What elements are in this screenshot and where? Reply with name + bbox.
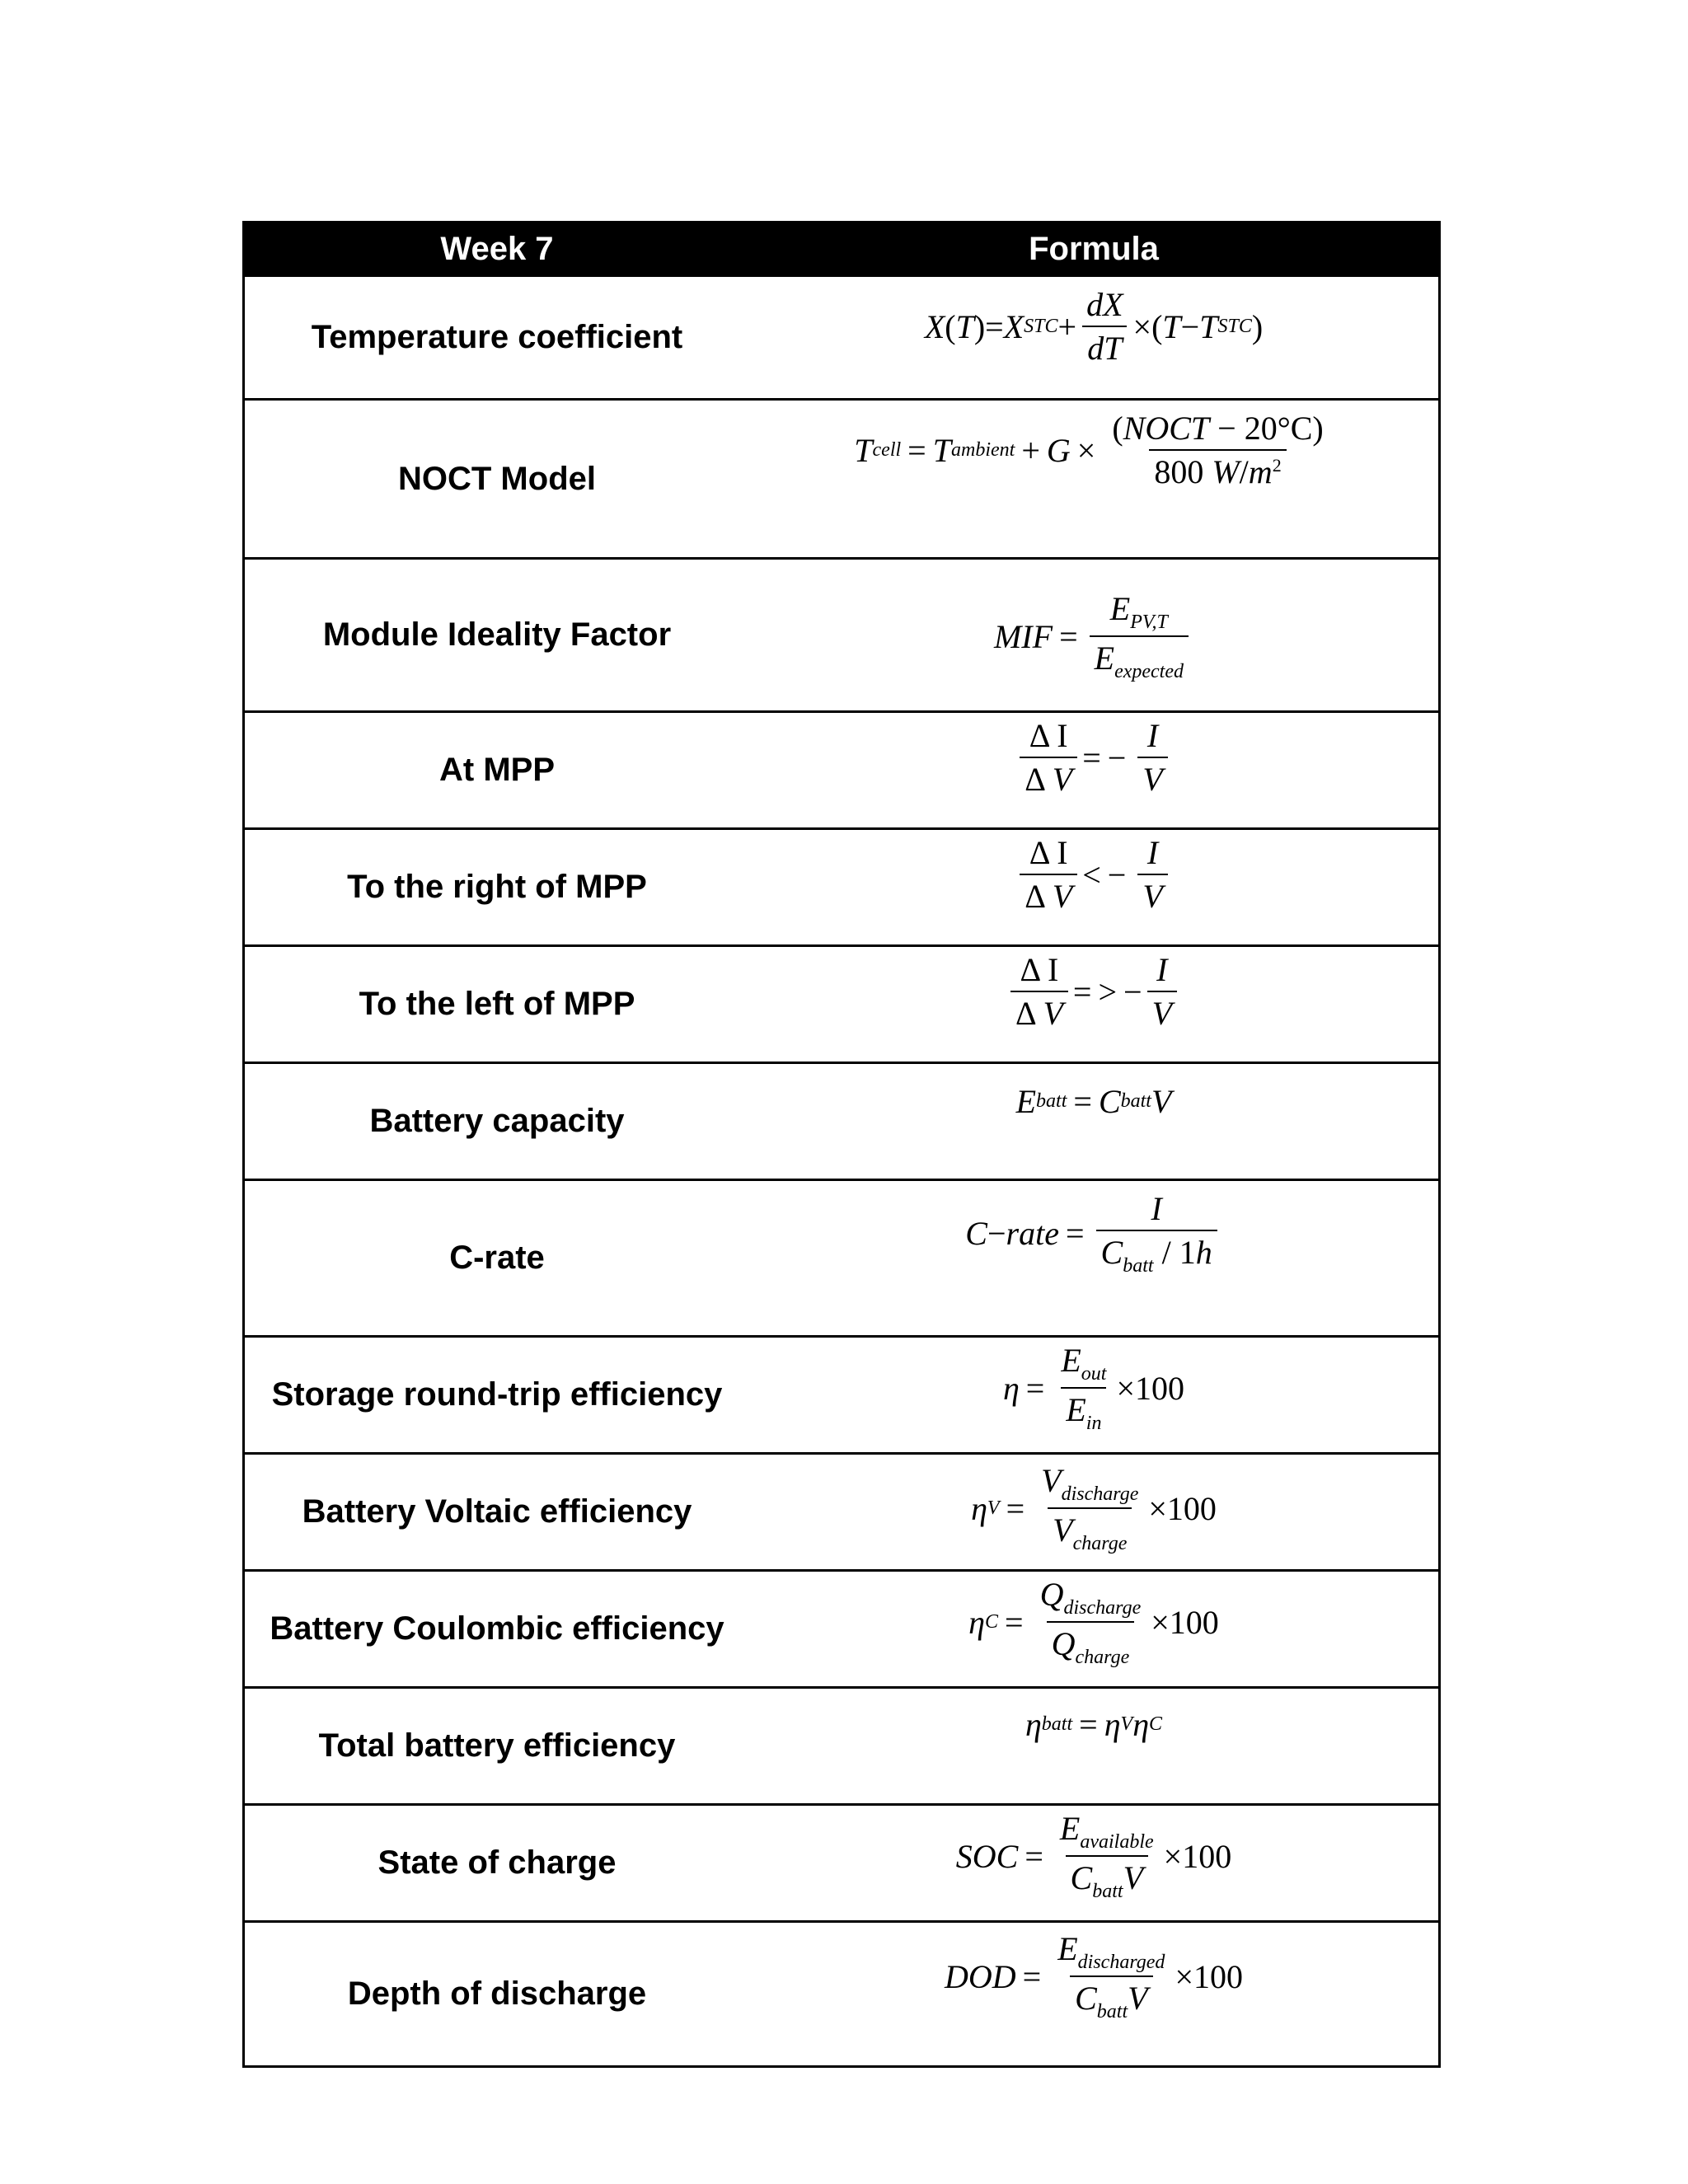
row-label: To the left of MPP xyxy=(359,986,635,1022)
formula-coulombic: η C = $\frac{Q_{discharge}}{Q_{charge}}$ ×100 xyxy=(968,1576,1219,1668)
table-row xyxy=(245,1179,1438,1335)
row-label: To the right of MPP xyxy=(347,869,647,905)
table-row xyxy=(245,1452,1438,1569)
header-week: Week 7 xyxy=(440,230,554,267)
formula-left-of-mpp: $\frac{\text{Δ I}}{\text{Δ V}}$ = > − $\frac{I}{V}$ xyxy=(749,947,1438,1062)
formula-battery-capacity: E batt = C batt V xyxy=(1015,1083,1172,1120)
header-formula: Formula xyxy=(1029,230,1159,267)
row-label: Battery Coulombic efficiency xyxy=(270,1610,724,1647)
row-label: Storage round-trip efficiency xyxy=(271,1376,723,1413)
formula-c-rate: C − rate = $\frac{I}{C_{batt} / 1h}$ xyxy=(749,1181,1438,1335)
table-row xyxy=(245,557,1438,710)
row-label: Depth of discharge xyxy=(347,1975,647,2012)
formula-at-mpp: $\frac{\text{Δ I}}{\text{Δ V}}$ = − $\frac{I}{V}$ xyxy=(749,713,1438,827)
row-label: Total battery efficiency xyxy=(318,1727,676,1764)
formula-mif: MIF = $\frac{E_{PV,T}}{E_{expected}}$ xyxy=(749,560,1438,710)
row-label: Temperature coefficient xyxy=(311,319,683,355)
table-row xyxy=(245,827,1438,944)
table-row xyxy=(245,1335,1438,1452)
row-label: NOCT Model xyxy=(398,460,596,497)
table-row xyxy=(245,1803,1438,1920)
table-row xyxy=(245,710,1438,827)
row-label: State of charge xyxy=(377,1844,617,1881)
table-row xyxy=(245,274,1438,398)
formula-total-efficiency: η batt = η V η C xyxy=(1025,1706,1163,1743)
table-row xyxy=(245,1062,1438,1179)
row-label: Module Ideality Factor xyxy=(322,616,672,653)
table-row xyxy=(245,1569,1438,1686)
formula-voltaic: η V = $\frac{V_{discharge}}{V_{charge}}$ ×100 xyxy=(971,1462,1217,1554)
table-row xyxy=(245,1686,1438,1803)
row-label: Battery Voltaic efficiency xyxy=(302,1493,692,1530)
table-header xyxy=(245,223,1438,274)
formula-round-trip: η = $\frac{E_{out}}{E_{in}}$ ×100 xyxy=(1002,1342,1185,1434)
formula-table xyxy=(242,221,1441,2068)
formula-temperature-coefficient: X ( T )= X STC + $\frac{dX}{dT}$ ×( T − T STC ) xyxy=(924,286,1264,367)
formula-noct: T cell = T ambient + G × $\frac{\text{(NOCT − 20°C)}}{800 W/m^2}$ xyxy=(854,410,1324,490)
row-label: Battery capacity xyxy=(369,1103,625,1139)
row-label: C-rate xyxy=(449,1240,545,1276)
row-label: At MPP xyxy=(439,752,555,788)
formula-right-of-mpp: $\frac{\text{Δ I}}{\text{Δ V}}$ < − $\frac{I}{V}$ xyxy=(749,830,1438,944)
formula-soc: SOC = $\frac{E_{available}}{C_{batt}V}$ ×100 xyxy=(955,1810,1232,1902)
table-row xyxy=(245,398,1438,557)
formula-dod: DOD = $\frac{E_{discharged}}{C_{batt}V}$ ×100 xyxy=(945,1930,1243,2022)
table-row xyxy=(245,944,1438,1062)
table-row xyxy=(245,1920,1438,2065)
